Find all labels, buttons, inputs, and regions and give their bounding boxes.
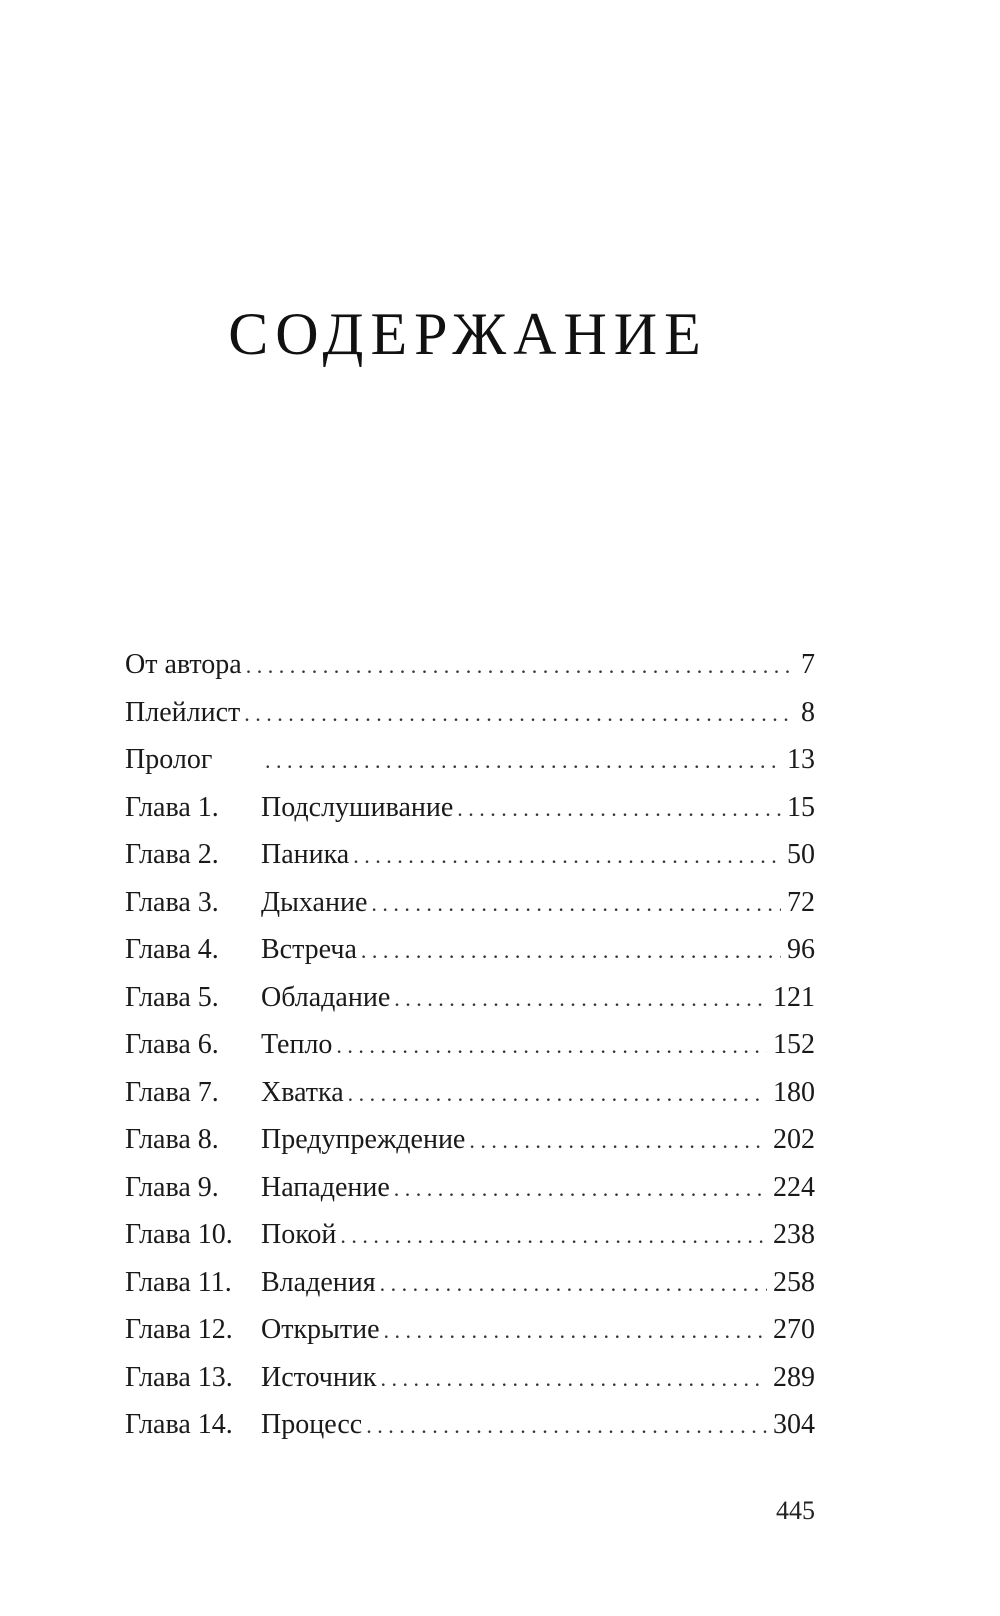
toc-chapter-number: Глава 4. xyxy=(125,934,219,965)
toc-page-number: 202 xyxy=(773,1124,815,1155)
toc-chapter-number: Глава 6. xyxy=(125,1029,219,1060)
toc-chapter-number: Глава 11. xyxy=(125,1266,232,1298)
toc-page-number: 270 xyxy=(773,1314,815,1345)
toc-page-number: 15 xyxy=(787,791,815,823)
toc-entry xyxy=(125,1116,815,1164)
toc-page-number: 7 xyxy=(801,649,815,680)
toc-chapter-number: Глава 7. xyxy=(125,1076,219,1108)
toc-entry xyxy=(125,784,815,832)
toc-entry-label: Нападение xyxy=(261,1171,390,1203)
toc-chapter-number: Глава 10. xyxy=(125,1219,233,1250)
toc-leader-dots xyxy=(348,1070,767,1118)
toc-entry xyxy=(125,689,815,737)
toc-entry-label: Тепло xyxy=(261,1029,333,1060)
toc-entry-label: Дыхание xyxy=(261,886,368,918)
toc-chapter-number: Глава 14. xyxy=(125,1409,233,1440)
toc-page-number: 224 xyxy=(773,1171,815,1203)
toc-entry xyxy=(125,1306,815,1354)
toc-entry xyxy=(125,1354,815,1402)
toc-entry-label: Встреча xyxy=(261,934,357,965)
toc-entry-label: Обладание xyxy=(261,981,391,1013)
toc-entry xyxy=(125,1021,815,1069)
toc-entry xyxy=(125,879,815,927)
toc-page-number: 238 xyxy=(773,1219,815,1250)
toc-entry-label: Паника xyxy=(261,839,350,870)
toc-page-number: 121 xyxy=(773,981,815,1013)
toc-entry xyxy=(125,736,815,784)
toc-entry xyxy=(125,1164,815,1212)
toc-chapter-number: Глава 13. xyxy=(125,1361,233,1393)
toc-entry-label: Процесс xyxy=(261,1409,363,1440)
toc-leader-dots xyxy=(366,1402,767,1450)
toc-page-number: 50 xyxy=(787,839,815,870)
page-number: 445 xyxy=(776,1496,815,1525)
toc-entry xyxy=(125,1259,815,1307)
toc-chapter-number: Глава 9. xyxy=(125,1171,219,1203)
toc-page-number: 8 xyxy=(801,696,815,728)
toc-page-number: 96 xyxy=(787,934,815,965)
toc-chapter-number: Глава 1. xyxy=(125,791,219,823)
toc-leader-dots xyxy=(340,1212,767,1260)
toc-leader-dots xyxy=(384,1307,767,1355)
toc-entry-label: Пролог xyxy=(125,744,213,775)
toc-entry-label: Хватка xyxy=(261,1076,344,1108)
toc-leader-dots xyxy=(244,690,789,738)
toc-entry-label: Подслушивание xyxy=(261,791,454,823)
toc-entry-label: Плейлист xyxy=(125,696,241,728)
toc-entry-label: Предупреждение xyxy=(261,1124,466,1155)
toc-leader-dots xyxy=(380,1355,767,1403)
toc-entry xyxy=(125,1401,815,1449)
page-title: СОДЕРЖАНИЕ xyxy=(228,301,708,367)
toc-chapter-number: Глава 2. xyxy=(125,839,219,870)
toc-page-number: 72 xyxy=(787,886,815,918)
toc-chapter-number: Глава 3. xyxy=(125,886,219,918)
toc-leader-dots xyxy=(361,927,781,975)
toc-entry-label: Открытие xyxy=(261,1314,380,1345)
toc-page-number: 258 xyxy=(773,1266,815,1298)
toc-page-number: 13 xyxy=(787,744,815,775)
toc-entry xyxy=(125,926,815,974)
toc-page-number: 180 xyxy=(773,1076,815,1108)
toc-leader-dots xyxy=(246,642,789,690)
toc-entry xyxy=(125,974,815,1022)
toc-chapter-number: Глава 8. xyxy=(125,1124,219,1155)
toc-chapter-number: Глава 5. xyxy=(125,981,219,1013)
toc-page-number: 304 xyxy=(773,1409,815,1440)
toc-entry-label: Источник xyxy=(261,1361,377,1393)
toc-entry-label: От автора xyxy=(125,649,242,680)
toc-entry xyxy=(125,831,815,879)
toc-leader-dots xyxy=(469,1117,767,1165)
toc-entry xyxy=(125,641,815,689)
toc-leader-dots xyxy=(353,832,781,880)
toc-leader-dots xyxy=(371,880,781,928)
toc-leader-dots xyxy=(394,975,767,1023)
toc-entry xyxy=(125,1069,815,1117)
toc-entry-label: Покой xyxy=(261,1219,337,1250)
toc-chapter-number: Глава 12. xyxy=(125,1314,233,1345)
toc-page-number: 289 xyxy=(773,1361,815,1393)
toc-leader-dots xyxy=(380,1260,767,1308)
toc-entry xyxy=(125,1211,815,1259)
toc-leader-dots xyxy=(394,1165,767,1213)
toc-leader-dots xyxy=(336,1022,767,1070)
toc-leader-dots xyxy=(265,737,781,785)
toc-entry-label: Владения xyxy=(261,1266,376,1298)
toc-page-number: 152 xyxy=(773,1029,815,1060)
toc-leader-dots xyxy=(457,785,781,833)
table-of-contents xyxy=(125,641,815,1449)
